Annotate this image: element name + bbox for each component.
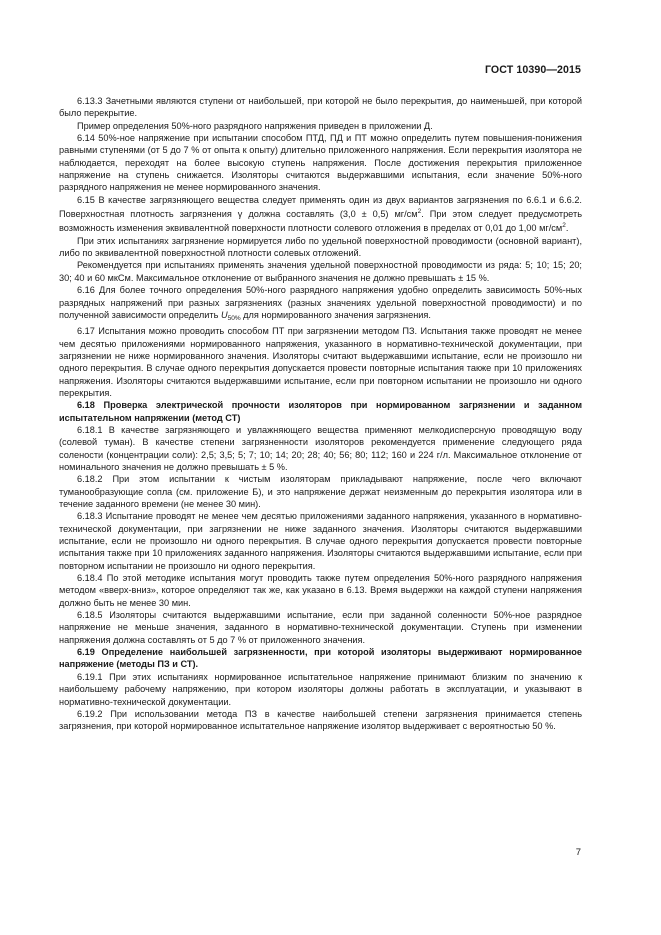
paragraph-6-17: 6.17 Испытания можно проводить способом ПТ при загрязнении методом ПЗ. Испытания также проводят не менее чем десятью приложениями нормированного напряжения, указанного в нормативно-технической документации, при загрязнении не ниже нормированного значения. Изоляторы считают выдержавшими испытание, если не произошло ни одного перекрытия. В случае одного перекрытия допускается провести повторные испытания также при 10 приложениях напряжения. Изоляторы считаются выдержавшими испытание, если при повторном испытании не произошло ни одного перекрытия. [59, 326, 582, 398]
paragraph-6-18-1: 6.18.1 В качестве загрязняющего и увлажняющего вещества применяют мелкодисперсную проводящую воду (солевой туман). В качестве степени загрязненности изоляторов рекомендуется применение следующего ряда солености (концентрации соли): 2,5; 3,5; 5; 7; 10; 14; 20; 28; 40; 56; 80; 112; 160 и 224 г/л. Максимальное отклонение от номинального значения не должно превышать ± 5 %. [59, 424, 582, 472]
section-heading-6-18: 6.18 Проверка электрической прочности изоляторов при нормированном загрязнении и заданном испытательном напряжении (метод СТ) [59, 400, 582, 423]
voltage-symbol: U [220, 309, 228, 320]
paragraph-6-18-2: 6.18.2 При этом испытании к чистым изоляторам прикладывают напряжение, после чего включают туманообразующие сопла (см. приложение Б), и это напряжение держат неизменным до перекрытия изолятора или в течение заданного времени (не менее 30 мин). [59, 474, 582, 509]
paragraph-6-19-1: 6.19.1 При этих испытаниях нормированное испытательное напряжение принимают близким по значению к наибольшему рабочему напряжению, при котором изоляторы должны работать в эксплуатации, и указывают в нормативно-технической документации. [59, 671, 582, 707]
document-body [59, 95, 582, 733]
voltage-subscript: 50% [227, 314, 241, 322]
paragraph-6-18-5: 6.18.5 Изоляторы считаются выдержавшими испытание, если при заданной соленности 50%-ное разрядное напряжение не меньше значения, заданного в нормативно-технической документации. Ступень при изменении напряжения должна составлять от 5 до 7 % от приложенного значения. [59, 610, 582, 645]
paragraph-6-15-values: Рекомендуется при испытаниях применять значения удельной поверхностной проводимости из ряда: 5; 10; 15; 20; 30; 40 и 60 мкСм. Максимальное отклонение от выбранного значения не должно превышать ± 15 %. [59, 260, 582, 283]
paragraph-6-16 [59, 284, 582, 325]
paragraph-6-15-part2: . При этом следует предусмотреть возможность изменения эквивалентной поверхности плотности солевого отложения в пределах от 0,01 до 1,00 мг/см [59, 209, 582, 234]
paragraph-6-19-2: 6.19.2 При использовании метода ПЗ в качестве наибольшей степени загрязнения принимается степень загрязнения, при которой нормированное испытательное напряжение изолятор выдерживает с вероятностью 50 %. [59, 708, 582, 732]
superscript-2: 2 [417, 208, 422, 216]
paragraph-example-ref: Пример определения 50%-ного разрядного напряжения приведен в приложении Д. [77, 120, 433, 131]
page-number: 7 [575, 847, 581, 858]
paragraph-6-15 [59, 194, 582, 235]
paragraph-6-18-3: 6.18.3 Испытание проводят не менее чем десятью приложениями заданного напряжения, указанного в нормативно-технической документации, при загрязнении не ниже заданного значения. Изоляторы считаются выдержавшими испытание, если не произошло ни одного перекрытия. В случае одного перекрытия допускается провести повторные испытания также при 10 приложениях заданного напряжения. Изоляторы считаются выдержавшими испытание, если при повторном испытании не произошло ни одного перекрытия. [59, 511, 582, 571]
paragraph-6-15-conductivity: При этих испытаниях загрязнение нормируется либо по удельной поверхностной проводимости (основной вариант), либо по эквивалентной поверхностной плотности солевых отложений. [59, 235, 582, 259]
document-standard-number: ГОСТ 10390—2015 [484, 64, 581, 76]
paragraph-6-13-3: 6.13.3 Зачетными являются ступени от наибольшей, при которой не было перекрытия, до наименьшей, при которой было перекрытие. [59, 96, 582, 119]
paragraph-6-14: 6.14 50%-ное напряжение при испытании способом ПТД, ПД и ПТ можно определить путем повышения-понижения равными ступенями (от 5 до 7 % от опыта к опыту) длительно приложенного напряжения. Если перекрытия изолятора не наблюдается, переходят на более высокую ступень напряжения. После достижения перекрытия приложенное напряжение на ступень снижается. Изоляторы считаются выдержавшими испытания, если значение 50%-ного разрядного напряжения не менее нормированного значения. [59, 133, 582, 193]
section-heading-6-19: 6.19 Определение наибольшей загрязненности, при которой изоляторы выдерживают нормированное напряжение (методы ПЗ и СТ). [59, 647, 582, 670]
paragraph-6-16-part2: для нормированного значения загрязнения. [240, 309, 431, 320]
paragraph-6-15-end: . [565, 223, 569, 234]
paragraph-6-18-4: 6.18.4 По этой методике испытания могут проводить также путем определения 50%-ного разрядного напряжения методом «вверх-вниз», которое определяют так же, как указано в 6.13. Время выдержки на каждой ступени напряжения должно быть не менее 30 мин. [59, 573, 582, 608]
superscript-2b: 2 [562, 222, 566, 230]
paragraph-6-15-part1: 6.15 В качестве загрязняющего вещества следует применять один из двух вариантов загрязнения по 6.6.1 и 6.6.2. Поверхностная плотность загрязнения γ должна составлять (3,0 ± 0,5) мг/см [59, 194, 582, 220]
paragraph-6-16-part1: 6.16 Для более точного определения 50%-ного разрядного напряжения удобно определить зависимость 50%-ных разрядных напряжений при разных загрязнениях (разных значениях удельной поверхностной проводимости) и по полученной зависимости определить [59, 285, 582, 320]
